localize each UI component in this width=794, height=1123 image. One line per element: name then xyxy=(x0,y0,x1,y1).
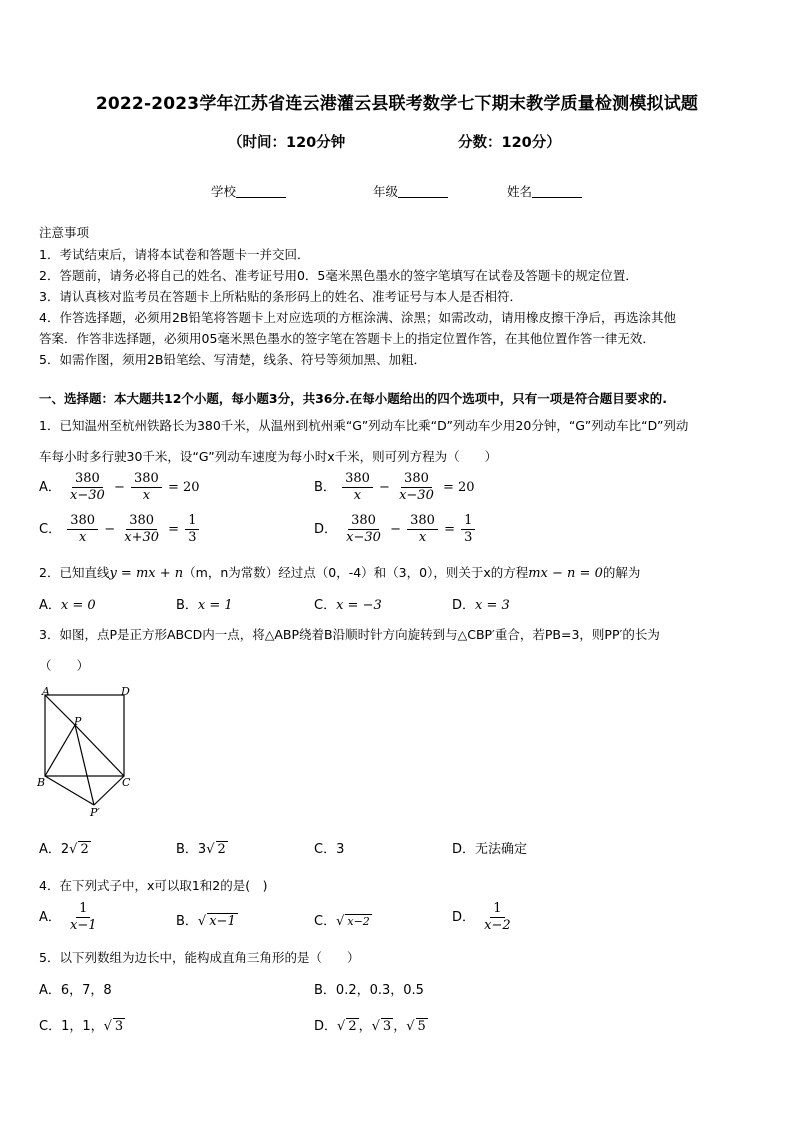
q1-stem-line1: 1．已知温州至杭州铁路长为380千米，从温州到杭州乘“G”列动车比乘“D”列动车少用20分钟，“G”列动车比“D”列动 xyxy=(39,418,689,433)
q3-stem-line2: （ ） xyxy=(39,658,90,673)
q1-option-a[interactable]: A． $\frac{380}{x-30}$ − $\frac{380}{x}$ = 20 xyxy=(39,471,200,503)
option-label: D． xyxy=(314,522,338,537)
note-1: 1．考试结束后，请将本试卷和答题卡一并交回． xyxy=(39,247,310,262)
q1-option-d[interactable]: D． $\frac{380}{x-30}$ − $\frac{380}{x}$ = $\frac{1}{3}$ xyxy=(314,513,477,546)
q2-option-a[interactable]: A．x = 0 xyxy=(39,598,96,613)
q1-option-c[interactable]: C． $\frac{380}{x}$ − $\frac{380}{x+30}$ = $\frac{1}{3}$ xyxy=(39,513,201,546)
q2-stem: 2．已知直线y = mx + n（m，n为常数）经过点（0，-4）和（3，0），则关于x的方程mx − n = 0的解为 xyxy=(39,565,641,581)
q4-stem: 4．在下列式子中，x可以取1和2的是( ) xyxy=(39,878,268,893)
q3-stem-line1: 3．如图，点P是正方形ABCD内一点，将△ABP绕着B沿顺时针方向旋转到与△CBP′重合，若PB=3，则PP′的长为 xyxy=(39,627,660,642)
grade-label: 年级 xyxy=(373,184,399,199)
name-label: 姓名 xyxy=(507,184,533,199)
name-field[interactable] xyxy=(507,182,582,200)
school-label: 学校 xyxy=(211,184,237,199)
q1-stem-line2: 车每小时多行驶30千米，设“G”列动车速度为每小时x千米，则可列方程为（ ） xyxy=(39,449,498,464)
section-heading: 一、选择题：本大题共12个小题，每小题3分，共36分.在每小题给出的四个选项中，只有一项是符合题目要求的. xyxy=(39,391,667,406)
q5-option-a[interactable]: A．6，7，8 xyxy=(39,983,112,998)
label-a: A xyxy=(42,685,50,698)
q2-option-b[interactable]: B．x = 1 xyxy=(176,598,233,613)
q5-stem: 5．以下列数组为边长中，能构成直角三角形的是（ ） xyxy=(39,950,360,965)
note-4a: 4．作答选择题，必须用2B铅笔将答题卡上对应选项的方框涂满、涂黑；如需改动，请用橡皮擦干净后，再选涂其他 xyxy=(39,310,676,325)
q1-option-b[interactable]: B． $\frac{380}{x}$ − $\frac{380}{x-30}$ = 20 xyxy=(314,471,475,503)
label-c: C xyxy=(122,776,131,789)
option-label: B． xyxy=(314,480,336,495)
q4-option-d[interactable]: D． $\frac{1}{x-2}$ xyxy=(452,901,511,933)
label-p: P xyxy=(74,715,82,728)
note-3: 3．请认真核对监考员在答题卡上所粘贴的条形码上的姓名、准考证号与本人是否相符． xyxy=(39,289,522,304)
page-title: 2022-2023学年江苏省连云港灌云县联考数学七下期末教学质量检测模拟试题 xyxy=(95,94,699,114)
grade-field[interactable] xyxy=(373,182,448,200)
q3-option-b[interactable]: B．3√ 2 xyxy=(176,842,226,857)
exam-time: （时间：120分钟 xyxy=(228,135,346,151)
q3-option-d[interactable]: D．无法确定 xyxy=(452,842,528,857)
note-2: 2．答题前，请务必将自己的姓名、准考证号用0．5毫米黑色墨水的签字笔填写在试卷及答题卡的规定位置． xyxy=(39,268,638,283)
q3-option-a[interactable]: A．2√ 2 xyxy=(39,842,89,857)
q5-option-b[interactable]: B．0.2，0.3，0.5 xyxy=(314,983,424,998)
square-rotation-figure xyxy=(34,684,140,820)
school-field[interactable] xyxy=(211,182,286,200)
q4-option-c[interactable]: C．√ x−2 xyxy=(314,914,370,929)
q5-option-c[interactable]: C．1，1，√ 3 xyxy=(39,1019,124,1034)
option-label: C． xyxy=(39,522,62,537)
exam-score: 分数：120分） xyxy=(458,135,561,151)
label-b: B xyxy=(37,776,46,789)
label-d: D xyxy=(121,685,130,698)
note-5: 5．如需作图，须用2B铅笔绘、写清楚，线条、符号等须加黑、加粗． xyxy=(39,352,426,367)
notes-heading: 注意事项 xyxy=(39,225,90,240)
q5-option-d[interactable]: D．√ 2 ，√ 3 ，√ 5 xyxy=(314,1019,426,1034)
label-p-prime: P′ xyxy=(90,806,100,819)
q2-option-c[interactable]: C．x = −3 xyxy=(314,598,382,613)
q4-option-b[interactable]: B．√ x−1 xyxy=(176,914,236,929)
option-label: A． xyxy=(39,480,61,495)
q3-option-c[interactable]: C．3 xyxy=(314,842,345,857)
note-4b: 答案．作答非选择题，必须用05毫米黑色墨水的签字笔在答题卡上的指定位置作答，在其他位置作答一律无效． xyxy=(39,331,655,346)
q4-option-a[interactable]: A． $\frac{1}{x-1}$ xyxy=(39,901,97,933)
q2-option-d[interactable]: D．x = 3 xyxy=(452,598,510,613)
